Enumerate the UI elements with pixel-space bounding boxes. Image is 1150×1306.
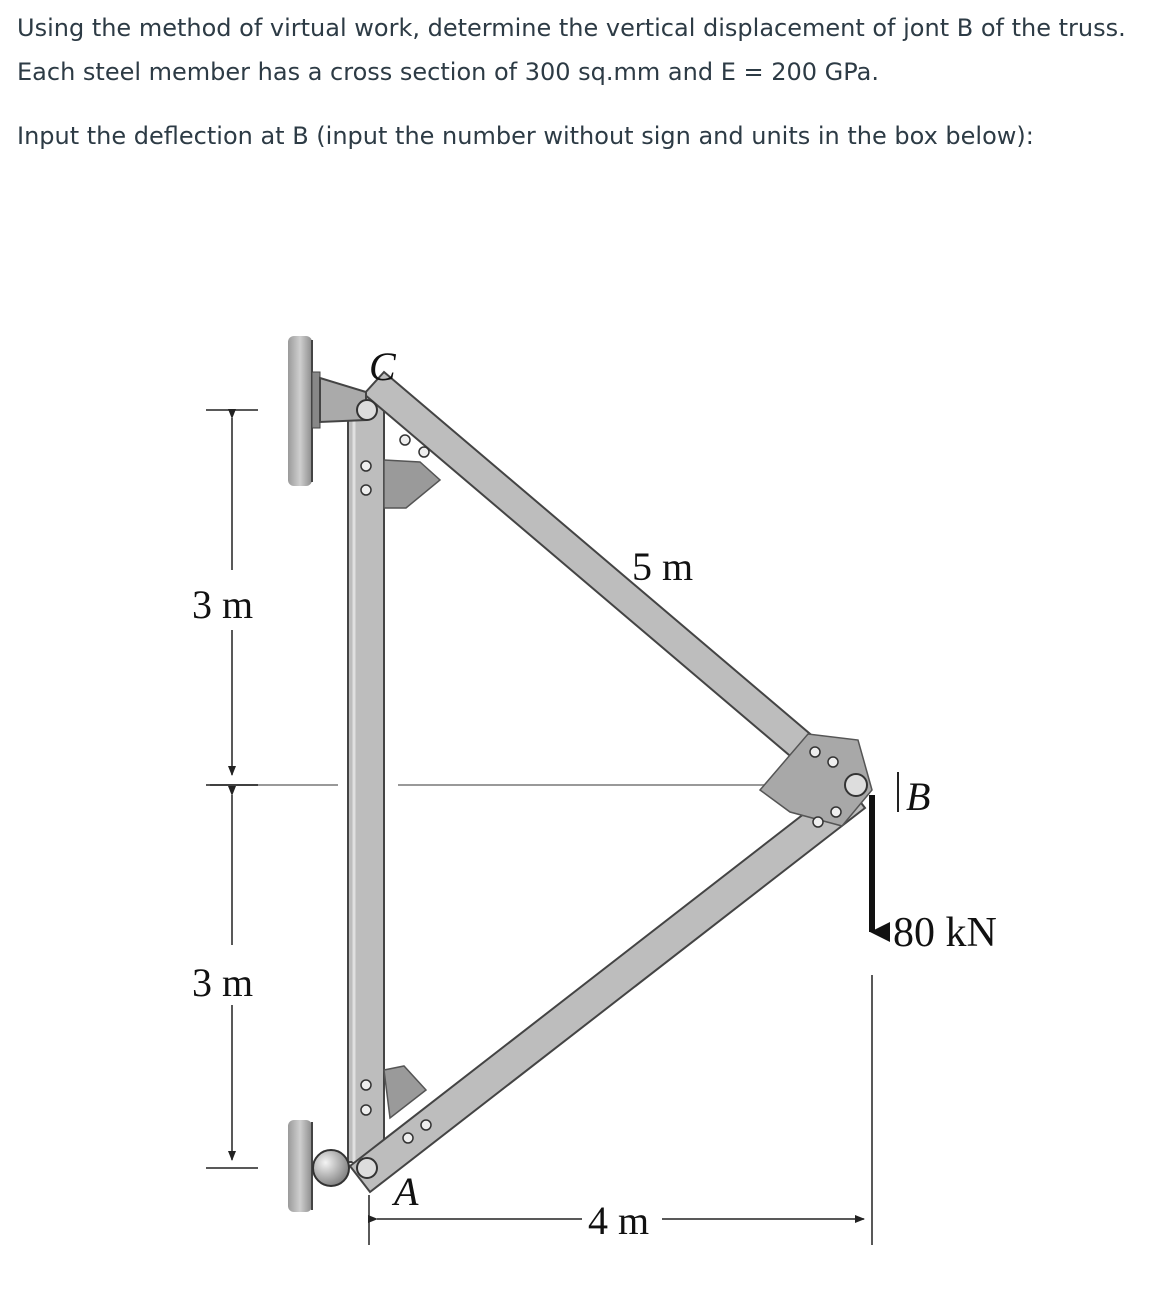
gusset-plate-c	[384, 460, 440, 508]
member-ac	[348, 392, 384, 1162]
wall-support-top	[288, 336, 320, 486]
dimension-label-lower: 3 m	[192, 960, 254, 1005]
joint-label-c: C	[369, 344, 396, 389]
dimension-label-upper: 3 m	[192, 582, 254, 627]
question-line-1: Using the method of virtual work, determine the vertical displacement of jont B of the truss. Each steel member has a cross section of 300 sq.mm and E = 200 GPa.	[17, 14, 1126, 86]
load-label: 80 kN	[893, 910, 997, 956]
dimension-label-diagonal: 5 m	[632, 544, 694, 589]
question-line-2: Input the deflection at B (input the number without sign and units in the box below):	[17, 122, 1034, 150]
joint-label-b: B	[906, 774, 931, 819]
wall-support-bottom	[288, 1120, 312, 1212]
member-cb	[364, 372, 862, 800]
roller-ball	[313, 1150, 349, 1186]
pin-b	[845, 774, 867, 796]
gusset-plate-a	[384, 1066, 426, 1118]
joint-label-a: A	[394, 1169, 419, 1214]
pin-c	[357, 400, 377, 420]
dimension-label-width: 4 m	[588, 1198, 650, 1243]
pin-a	[357, 1158, 377, 1178]
